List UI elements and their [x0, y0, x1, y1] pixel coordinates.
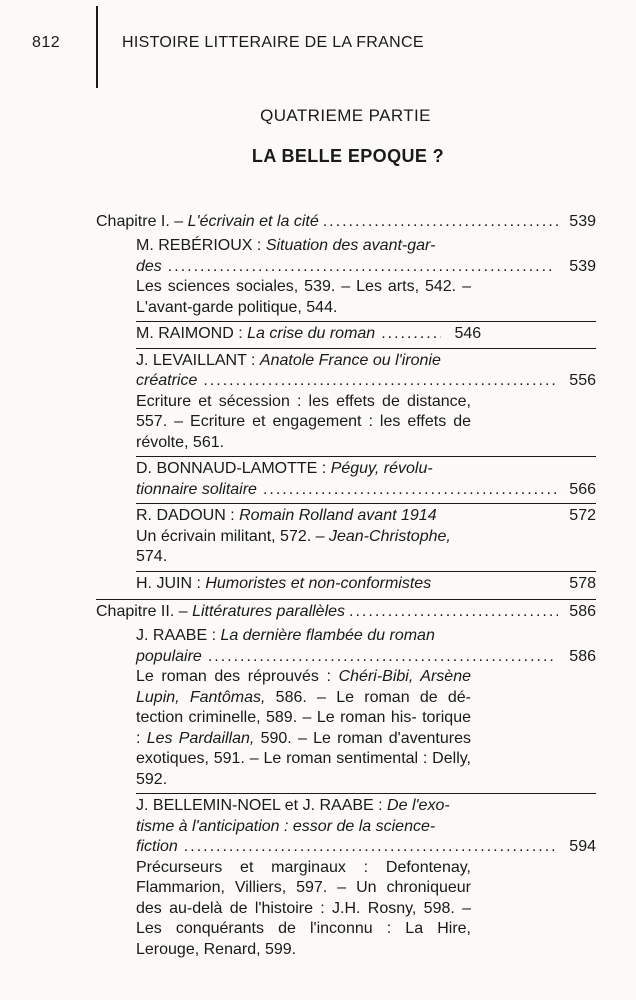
- chapter-heading: [96, 600, 596, 624]
- entry-page: 556: [569, 372, 596, 389]
- entry-title: La dernière flambée du roman: [220, 627, 435, 644]
- entry-author: D. BONNAUD-LAMOTTE :: [136, 460, 327, 477]
- chapter-title: L'écrivain et la cité: [187, 213, 319, 230]
- entry-title: Anatole France ou l'ironie: [259, 351, 441, 369]
- chapter-entries: [136, 234, 596, 597]
- entry-title-cont: fiction: [136, 838, 178, 855]
- toc-entry: [136, 571, 596, 598]
- entry-page: 594: [569, 838, 596, 855]
- entry-author: J. RAABE :: [136, 627, 217, 644]
- entry-page: 586: [569, 647, 596, 665]
- leader-dots: [349, 600, 558, 624]
- entry-page: 578: [569, 574, 596, 592]
- entry-subtopics: Le roman des réprouvés : Chéri-Bibi, Arsène Lupin, Fantômas, 586. – Le roman de dé- tection criminelle, 589. – Le roman his- torique : Les Pardaillan, 590. – Le roman d'aventures exotiques, 591. – Le roman sentimental : Delly, 592.: [136, 668, 472, 788]
- leader-dots: [208, 647, 556, 668]
- entry-author: M. REBÉRIOUX :: [136, 237, 262, 254]
- chapter-heading: [96, 210, 596, 234]
- part-title: LA BELLE EPOQUE ?: [251, 146, 445, 166]
- page-number: 812: [32, 34, 61, 51]
- leader-dots: [263, 480, 556, 501]
- entry-title: Humoristes et non-conformistes: [205, 574, 432, 592]
- leader-dots: [168, 257, 556, 278]
- entry-subtopics: Les sciences sociales, 539. – Les arts, 542. – L'avant-garde politique, 544.: [136, 278, 471, 316]
- chapter-title: Littératures parallèles: [192, 603, 346, 620]
- entry-author: R. DADOUN :: [136, 507, 235, 524]
- entry-page: 572: [569, 507, 596, 524]
- toc-entry: [136, 348, 596, 457]
- entry-page: 546: [454, 325, 482, 342]
- chapter-label: Chapitre I. –: [96, 213, 184, 230]
- entry-title-cont: des: [136, 257, 162, 275]
- toc-entry: [136, 321, 596, 348]
- leader-dots: [184, 837, 556, 858]
- entry-subtopics: Précurseurs et marginaux : Defontenay, Flammarion, Villiers, 597. – Un chroniqueur des au-delà de l'histoire : J.H. Rosny, 598. – Les conquérants de l'inconnu : La Hire, Lerouge, Renard, 599.: [136, 858, 471, 958]
- part-label: QUATRIEME PARTIE: [260, 106, 431, 125]
- entry-page: 566: [569, 480, 596, 498]
- entry-title-cont: créatrice: [136, 372, 198, 389]
- entry-title: Péguy, révolu-: [330, 460, 433, 477]
- entry-subtopics: Ecriture et sécession : les effets de distance, 557. – Ecriture et engagement : les effets de révolte, 561.: [136, 392, 471, 451]
- entry-title: De l'exo-: [387, 797, 450, 814]
- toc-entry: [136, 503, 596, 571]
- toc-entry: [136, 624, 596, 793]
- chapter-label: Chapitre II. –: [96, 603, 188, 620]
- running-title: HISTOIRE LITTERAIRE DE LA FRANCE: [122, 34, 424, 51]
- table-of-contents: [96, 210, 596, 963]
- entry-subtopics: Un écrivain militant, 572. – Jean-Christophe, 574.: [136, 527, 451, 565]
- entry-author: M. RAIMOND :: [136, 325, 243, 342]
- entry-title: Romain Rolland avant 1914: [239, 507, 437, 524]
- entry-title-cont: tionnaire solitaire: [136, 480, 257, 498]
- toc-entry: [136, 793, 596, 963]
- chapter-page: 539: [569, 213, 596, 230]
- entry-title: Situation des avant-gar-: [265, 237, 436, 254]
- entry-title-cont: populaire: [136, 647, 202, 665]
- chapter-page: 586: [569, 603, 596, 620]
- leader-dots: [203, 371, 556, 392]
- leader-dots: [381, 324, 441, 345]
- entry-author: H. JUIN :: [136, 574, 201, 592]
- entry-author: J. LEVAILLANT :: [136, 351, 256, 369]
- toc-entry: [136, 456, 596, 503]
- entry-page: 539: [569, 257, 596, 275]
- entry-title-cont: tisme à l'anticipation : essor de la science-: [136, 817, 436, 835]
- entry-author: J. BELLEMIN-NOEL et J. RAABE :: [136, 797, 383, 814]
- entry-title: La crise du roman: [247, 325, 376, 342]
- chapter-entries: [136, 624, 596, 963]
- header-rule: [96, 6, 98, 88]
- leader-dots: [323, 210, 558, 234]
- toc-entry: [136, 234, 596, 321]
